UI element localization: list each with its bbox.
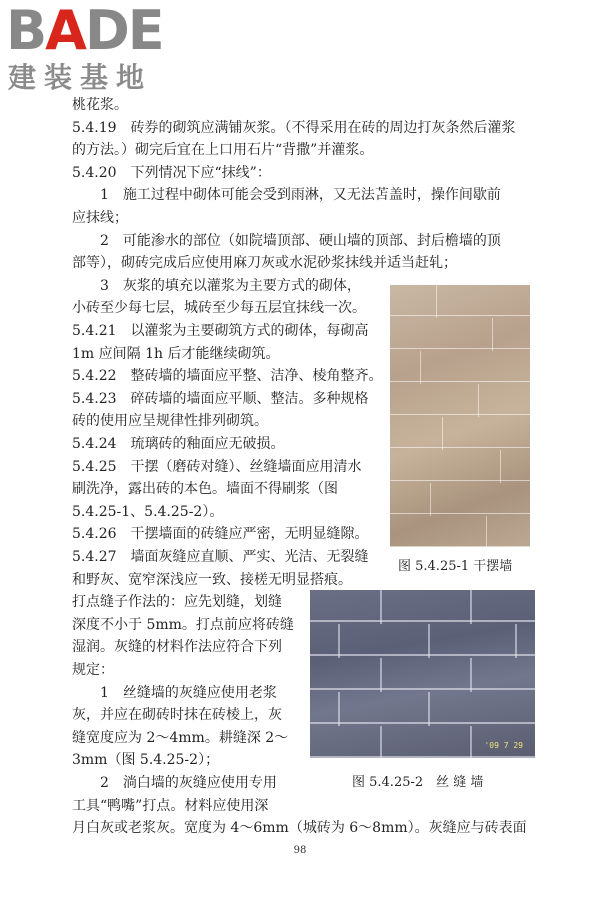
text-line: 的方法。）砌完后宜在上口用石片“背撒”并灌浆。 bbox=[72, 142, 374, 158]
figure-thread-joint-wall-photo bbox=[310, 590, 535, 758]
text-line: 规定： bbox=[72, 662, 114, 678]
text-line: 1m 应间隔 1h 后才能继续砌筑。 bbox=[72, 346, 280, 362]
text-line: 砖的使用应呈规律性排列砌筑。 bbox=[72, 413, 268, 429]
text-line: 5.4.26 干摆墙面的砖缝应严密，无明显缝隙。 bbox=[72, 526, 369, 542]
text-line: 1 施工过程中砌体可能会受到雨淋，又无法苫盖时，操作间歇前 bbox=[100, 187, 501, 203]
figure-dry-laid-wall-photo bbox=[390, 285, 530, 547]
text-line: 湿润。灰缝的材料作法应符合下列 bbox=[72, 639, 282, 655]
logo-wordmark: BADE bbox=[6, 0, 163, 62]
text-line: 工具“鸭嘴”打点。材料应使用深 bbox=[72, 798, 269, 814]
text-line: 5.4.23 碎砖墙的墙面应平顺、整洁。多种规格 bbox=[72, 391, 369, 407]
text-line: 5.4.22 整砖墙的墙面应平整、洁净、棱角整齐。 bbox=[72, 368, 383, 384]
text-line: 桃花浆。 bbox=[72, 97, 128, 113]
text-line: 刷洗净，露出砖的本色。墙面不得刷浆（图 bbox=[72, 481, 338, 497]
text-line: 5.4.25 干摆（磨砖对缝）、丝缝墙面应用清水 bbox=[72, 459, 362, 475]
text-line: 深度不小于 5mm。打点前应将砖缝 bbox=[72, 617, 294, 633]
text-line: 缝宽度应为 2～4mm。耕缝深 2～ bbox=[72, 730, 289, 746]
bade-logo bbox=[6, 0, 176, 96]
logo-subtitle: 建装基地 bbox=[8, 61, 153, 94]
text-line: 5.4.25-1、5.4.25-2）。 bbox=[72, 504, 224, 520]
text-line: 月白灰或老浆灰。宽度为 4～6mm（城砖为 6～8mm）。灰缝应与砖表面 bbox=[72, 820, 527, 836]
page-number: 98 bbox=[293, 845, 307, 856]
text-line: 和野灰、宽窄深浅应一致、接槎无明显搭痕。 bbox=[72, 572, 352, 588]
text-line: 灰，并应在砌砖时抹在砖棱上，灰 bbox=[72, 707, 282, 723]
text-line: 应抹线； bbox=[72, 210, 128, 226]
text-line: 小砖至少每七层，城砖至少每五层宜抹线一次。 bbox=[72, 300, 366, 316]
text-line: 1 丝缝墙的灰缝应使用老浆 bbox=[100, 685, 277, 701]
photo-date-stamp: '09 7 29 bbox=[484, 741, 523, 750]
text-line: 5.4.19 砖券的砌筑应满铺灰浆。（不得采用在砖的周边打灰条然后灌浆 bbox=[72, 120, 516, 136]
figure-caption-2: 图 5.4.25-2 丝 缝 墙 bbox=[352, 775, 484, 790]
text-line: 5.4.27 墙面灰缝应直顺、严实、光洁、无裂缝 bbox=[72, 549, 369, 565]
text-line: 2 可能渗水的部位（如院墙顶部、硬山墙的顶部、封后檐墙的顶 bbox=[100, 233, 501, 249]
text-line: 5.4.21 以灌浆为主要砌筑方式的砌体，每砌高 bbox=[72, 323, 369, 339]
text-line: 2 淌白墙的灰缝应使用专用 bbox=[100, 775, 277, 791]
text-line: 3mm（图 5.4.25-2）； bbox=[72, 752, 220, 768]
text-line: 3 灰浆的填充以灌浆为主要方式的砌体， bbox=[100, 278, 361, 294]
text-line: 打点缝子作法的：应先划缝，划缝 bbox=[72, 594, 282, 610]
figure-caption-1: 图 5.4.25-1 干摆墙 bbox=[398, 559, 513, 574]
text-line: 部等），砌砖完成后应使用麻刀灰或水泥砂浆抹线并适当赶轧； bbox=[72, 255, 457, 271]
text-line: 5.4.24 琉璃砖的釉面应无破损。 bbox=[72, 436, 285, 452]
text-line: 5.4.20 下列情况下应“抹线”： bbox=[72, 165, 271, 181]
